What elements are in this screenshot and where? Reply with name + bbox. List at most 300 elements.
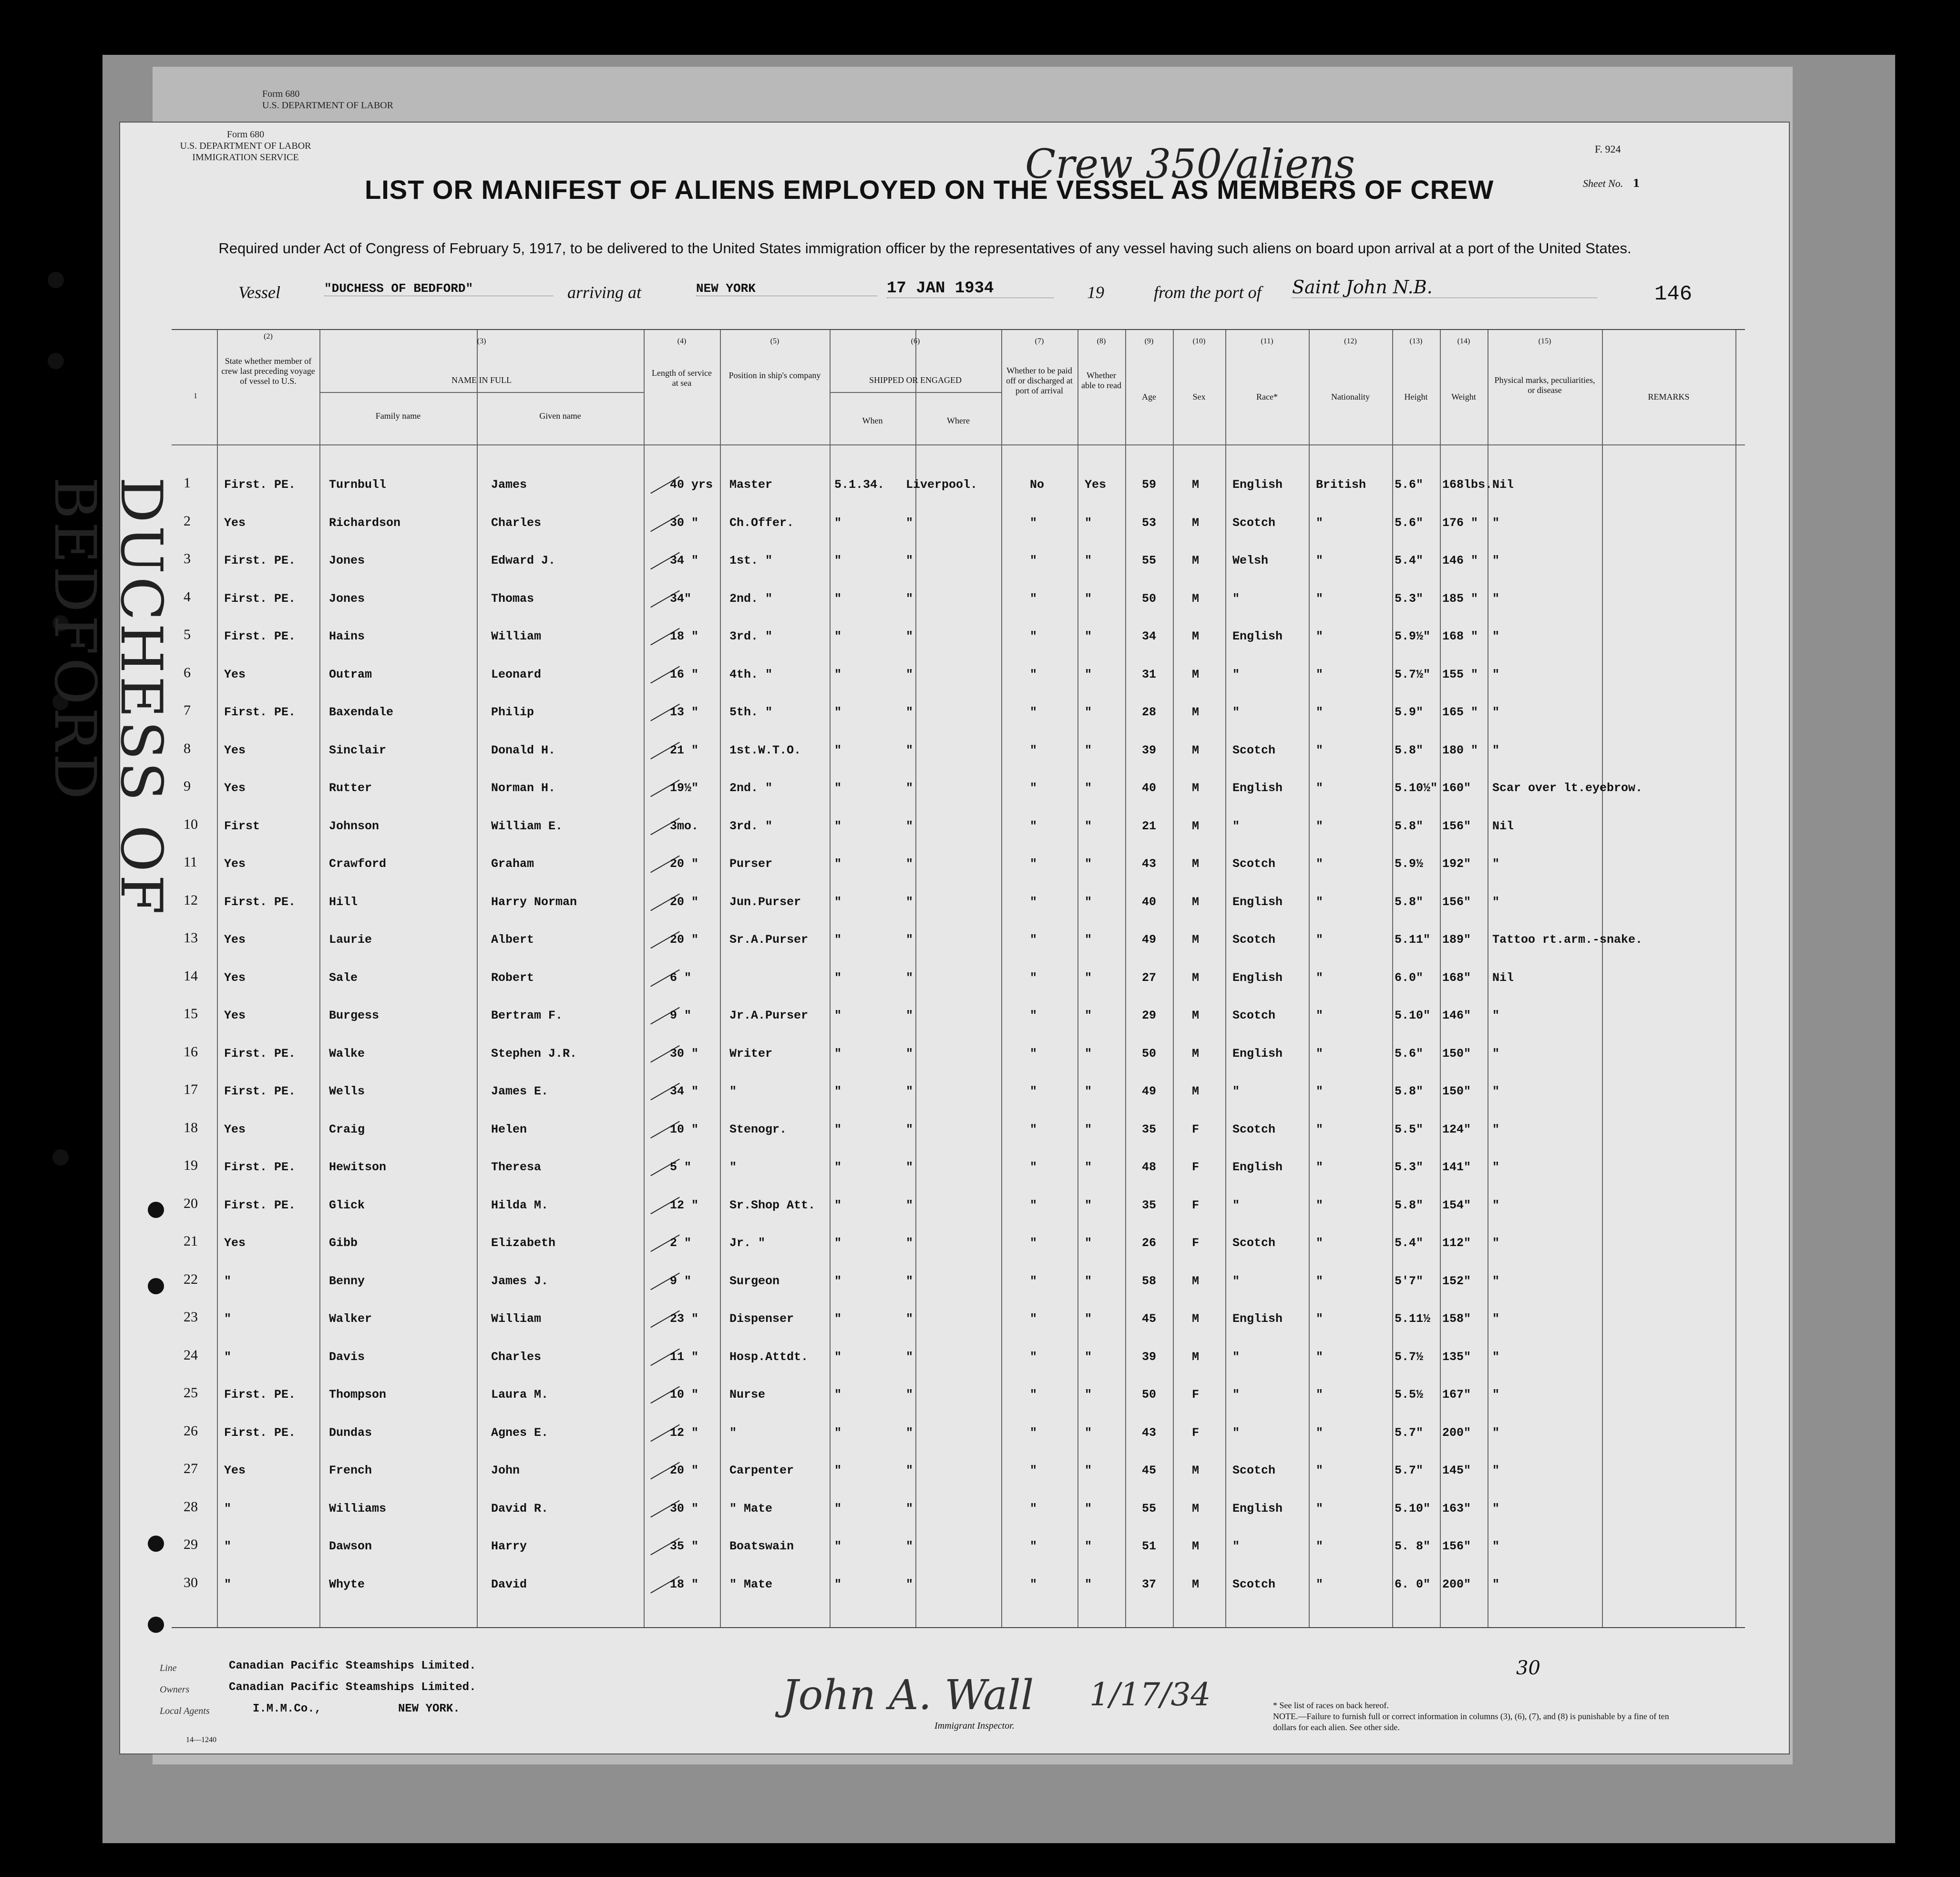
- cell-prev-voyage: First. PE.: [224, 895, 296, 909]
- col-divider: [720, 330, 721, 1627]
- cell-service-length: 20 ": [670, 1464, 699, 1477]
- cell-position: ": [729, 1160, 737, 1174]
- cell-shipped-where: ": [906, 1084, 913, 1098]
- cell-sex: F: [1192, 1236, 1200, 1250]
- cell-able-to-read: ": [1085, 1539, 1092, 1553]
- cell-prev-voyage: Yes: [224, 857, 246, 871]
- cell-position: Carpenter: [729, 1464, 794, 1477]
- arriving-label: arriving at: [567, 283, 642, 302]
- cell-age: 43: [1142, 857, 1157, 871]
- cell-shipped-where: ": [906, 1046, 913, 1061]
- cell-prev-voyage: First. PE.: [224, 1160, 296, 1174]
- col-divider: [1173, 330, 1174, 1627]
- cell-nationality: ": [1316, 1350, 1324, 1364]
- cell-age: 55: [1142, 554, 1157, 567]
- cell-given-name: Edward J.: [491, 554, 556, 567]
- cell-sex: M: [1192, 591, 1200, 606]
- cell-sex: M: [1192, 933, 1200, 947]
- cell-nationality: ": [1316, 1198, 1324, 1212]
- cell-able-to-read: ": [1085, 781, 1092, 795]
- cell-able-to-read: ": [1085, 516, 1092, 530]
- cell-prev-voyage: ": [224, 1312, 232, 1326]
- cell-physical-marks: ": [1492, 895, 1500, 909]
- cell-shipped-when: ": [834, 970, 842, 985]
- cell-physical-marks: ": [1492, 1046, 1500, 1061]
- cell-given-name: Stephen J.R.: [491, 1046, 577, 1061]
- cell-shipped-when: ": [834, 1464, 842, 1477]
- year-label: 19: [1087, 283, 1104, 302]
- cell-sex: M: [1192, 478, 1200, 492]
- cell-physical-marks: Scar over lt.eyebrow.: [1492, 781, 1643, 795]
- cell-family-name: Baxendale: [329, 705, 394, 719]
- vessel-name: "DUCHESS OF BEDFORD": [324, 281, 553, 296]
- cell-position: Jr.A.Purser: [729, 1009, 809, 1022]
- cell-race: Scotch: [1232, 1577, 1276, 1591]
- cell-age: 40: [1142, 895, 1157, 909]
- cell-prev-voyage: ": [224, 1539, 232, 1553]
- cell-paid-off: ": [1030, 591, 1037, 606]
- cell-nationality: ": [1316, 554, 1324, 567]
- cell-shipped-when: 5.1.34.: [834, 478, 885, 492]
- cell-nationality: ": [1316, 1122, 1324, 1136]
- cell-weight: 165 ": [1442, 705, 1478, 719]
- cell-family-name: Craig: [329, 1122, 365, 1136]
- cell-shipped-where: ": [906, 895, 913, 909]
- cell-given-name: Elizabeth: [491, 1236, 556, 1250]
- cell-nationality: ": [1316, 705, 1324, 719]
- cell-position: 2nd. ": [729, 591, 773, 606]
- cell-race: Scotch: [1232, 1122, 1276, 1136]
- cell-position: Jun.Purser: [729, 895, 801, 909]
- cell-shipped-where: ": [906, 1539, 913, 1553]
- cell-able-to-read: ": [1085, 1312, 1092, 1326]
- cell-race: Scotch: [1232, 743, 1276, 757]
- cell-sex: M: [1192, 895, 1200, 909]
- cell-shipped-when: ": [834, 1046, 842, 1061]
- cell-service-length: 30 ": [670, 516, 699, 530]
- cell-shipped-when: ": [834, 554, 842, 567]
- cell-given-name: Agnes E.: [491, 1425, 549, 1440]
- row-number: 15: [184, 1006, 198, 1021]
- cell-position: Nurse: [729, 1388, 766, 1402]
- cell-nationality: ": [1316, 1539, 1324, 1553]
- row-number: 6: [184, 664, 191, 681]
- cell-paid-off: ": [1030, 857, 1037, 871]
- cell-age: 43: [1142, 1425, 1157, 1440]
- cell-race: Scotch: [1232, 933, 1276, 947]
- form-print-number: 14—1240: [186, 1736, 216, 1744]
- cell-position: " Mate: [729, 1577, 773, 1591]
- cell-family-name: Hewitson: [329, 1160, 387, 1174]
- cell-family-name: Thompson: [329, 1388, 387, 1402]
- cell-position: Boatswain: [729, 1539, 794, 1553]
- cell-shipped-where: ": [906, 554, 913, 567]
- col-prev-voyage: State whether member of crew last preceding voyage of vessel to U.S.: [221, 356, 315, 386]
- cell-physical-marks: ": [1492, 1350, 1500, 1364]
- cell-able-to-read: ": [1085, 1577, 1092, 1591]
- cell-shipped-when: ": [834, 1236, 842, 1250]
- cell-given-name: Charles: [491, 1350, 542, 1364]
- cell-prev-voyage: ": [224, 1350, 232, 1364]
- row-number: 4: [184, 588, 191, 605]
- handwritten-crew-count: Crew 350/aliens: [1025, 141, 1355, 187]
- col-remarks: REMARKS: [1648, 392, 1690, 402]
- cell-paid-off: ": [1030, 895, 1037, 909]
- cell-able-to-read: Yes: [1085, 478, 1107, 492]
- cell-given-name: Philip: [491, 705, 534, 719]
- cell-physical-marks: ": [1492, 629, 1500, 643]
- cell-nationality: ": [1316, 591, 1324, 606]
- cell-able-to-read: ": [1085, 705, 1092, 719]
- cell-physical-marks: Nil: [1492, 819, 1514, 833]
- cell-race: Scotch: [1232, 1236, 1276, 1250]
- cell-physical-marks: ": [1492, 1501, 1500, 1516]
- cell-family-name: Hains: [329, 629, 365, 643]
- cell-age: 51: [1142, 1539, 1157, 1553]
- cell-prev-voyage: Yes: [224, 933, 246, 947]
- col-divider: [1602, 330, 1603, 1627]
- cell-family-name: Jones: [329, 554, 365, 567]
- col-divider: [477, 330, 478, 1627]
- cell-prev-voyage: Yes: [224, 1122, 246, 1136]
- col-1-number: 1: [194, 392, 197, 400]
- cell-height: 5.11": [1395, 933, 1431, 947]
- cell-height: 5.11½: [1395, 1312, 1431, 1326]
- handwritten-vessel-name: DUCHESS OF BEDFORD: [41, 477, 174, 918]
- cell-family-name: Laurie: [329, 933, 372, 947]
- cell-service-length: 12 ": [670, 1425, 699, 1440]
- races-note: * See list of races on back hereof.: [1273, 1701, 1389, 1710]
- cell-shipped-where: ": [906, 1009, 913, 1022]
- cell-height: 5'7": [1395, 1274, 1424, 1288]
- cell-service-length: 30 ": [670, 1046, 699, 1061]
- cell-physical-marks: ": [1492, 1464, 1500, 1477]
- agents-city: NEW YORK.: [398, 1702, 460, 1715]
- cell-race: Scotch: [1232, 1009, 1276, 1022]
- cell-family-name: Walker: [329, 1312, 372, 1326]
- cell-height: 5.5½: [1395, 1388, 1424, 1402]
- cell-weight: 156": [1442, 819, 1471, 833]
- cell-sex: F: [1192, 1198, 1200, 1212]
- binder-hole: [148, 1536, 164, 1552]
- cell-shipped-where: ": [906, 1122, 913, 1136]
- cell-nationality: ": [1316, 1464, 1324, 1477]
- vessel-label: Vessel: [238, 283, 280, 302]
- cell-shipped-when: ": [834, 1084, 842, 1098]
- cell-age: 28: [1142, 705, 1157, 719]
- row-number: 29: [184, 1537, 198, 1552]
- col-weight: Weight: [1451, 392, 1476, 402]
- cell-nationality: British: [1316, 478, 1366, 492]
- cell-paid-off: ": [1030, 970, 1037, 985]
- col-divider: [319, 330, 320, 1627]
- cell-nationality: ": [1316, 819, 1324, 833]
- row-number: 14: [184, 968, 198, 984]
- owners-label: Owners: [160, 1684, 190, 1695]
- cell-position: Dispenser: [729, 1312, 794, 1326]
- cell-service-length: 40 yrs: [670, 478, 713, 492]
- cell-shipped-where: ": [906, 1464, 913, 1477]
- cell-position: Purser: [729, 857, 773, 871]
- cell-physical-marks: Nil: [1492, 970, 1514, 985]
- col-divider: [217, 330, 218, 1627]
- cell-physical-marks: ": [1492, 743, 1500, 757]
- cell-sex: M: [1192, 1501, 1200, 1516]
- cell-race: ": [1232, 591, 1240, 606]
- cell-race: English: [1232, 629, 1283, 643]
- cell-shipped-when: ": [834, 667, 842, 681]
- agents-label: Local Agents: [160, 1706, 210, 1716]
- col-divider: [1392, 330, 1393, 1627]
- col-14-number: (14): [1457, 337, 1470, 345]
- col-shipped: SHIPPED OR ENGAGED: [869, 375, 962, 385]
- cell-family-name: Whyte: [329, 1577, 365, 1591]
- cell-prev-voyage: First. PE.: [224, 1084, 296, 1098]
- col-divider: [644, 330, 645, 1627]
- cell-shipped-when: ": [834, 705, 842, 719]
- cell-weight: 163": [1442, 1501, 1471, 1516]
- cell-age: 29: [1142, 1009, 1157, 1022]
- cell-age: 58: [1142, 1274, 1157, 1288]
- cell-weight: 168": [1442, 970, 1471, 985]
- cell-sex: M: [1192, 554, 1200, 567]
- cell-paid-off: ": [1030, 1122, 1037, 1136]
- cell-prev-voyage: Yes: [224, 1464, 246, 1477]
- cell-prev-voyage: First. PE.: [224, 629, 296, 643]
- cell-position: Surgeon: [729, 1274, 780, 1288]
- cell-able-to-read: ": [1085, 1501, 1092, 1516]
- arrival-date: 17 JAN 1934: [887, 279, 1054, 298]
- cell-prev-voyage: ": [224, 1577, 232, 1591]
- cell-race: English: [1232, 1501, 1283, 1516]
- cell-prev-voyage: First. PE.: [224, 591, 296, 606]
- cell-service-length: 16 ": [670, 667, 699, 681]
- cell-shipped-where: ": [906, 857, 913, 871]
- cell-given-name: Albert: [491, 933, 534, 947]
- cell-able-to-read: ": [1085, 1160, 1092, 1174]
- cell-service-length: 18 ": [670, 629, 699, 643]
- row-number: 18: [184, 1119, 198, 1135]
- cell-weight: 180 ": [1442, 743, 1478, 757]
- cell-weight: 155 ": [1442, 667, 1478, 681]
- col-sex: Sex: [1192, 392, 1206, 402]
- cell-service-length: 12 ": [670, 1198, 699, 1212]
- col-where: Where: [947, 416, 970, 425]
- cell-height: 5.7½": [1395, 667, 1431, 681]
- cell-nationality: ": [1316, 1312, 1324, 1326]
- cell-paid-off: ": [1030, 667, 1037, 681]
- cell-physical-marks: ": [1492, 1084, 1500, 1098]
- col-4-number: (4): [677, 337, 687, 345]
- cell-shipped-when: ": [834, 1274, 842, 1288]
- cell-prev-voyage: First: [224, 819, 260, 833]
- cell-given-name: Graham: [491, 857, 534, 871]
- cell-position: Master: [729, 478, 773, 492]
- cell-able-to-read: ": [1085, 970, 1092, 985]
- cell-physical-marks: ": [1492, 1274, 1500, 1288]
- cell-age: 35: [1142, 1122, 1157, 1136]
- cell-physical-marks: ": [1492, 667, 1500, 681]
- footnote: [1273, 1700, 1693, 1733]
- cell-age: 21: [1142, 819, 1157, 833]
- sheet-value: 1: [1632, 177, 1640, 190]
- cell-shipped-when: ": [834, 1122, 842, 1136]
- col-divider: [1001, 330, 1002, 1627]
- cell-able-to-read: ": [1085, 629, 1092, 643]
- cell-nationality: ": [1316, 781, 1324, 795]
- cell-age: 31: [1142, 667, 1157, 681]
- cell-weight: 141": [1442, 1160, 1471, 1174]
- cell-able-to-read: ": [1085, 554, 1092, 567]
- row-number: 8: [184, 740, 191, 756]
- row-number: 17: [184, 1082, 198, 1097]
- col-name-in-full: NAME IN FULL: [452, 375, 512, 385]
- cell-sex: M: [1192, 1274, 1200, 1288]
- cell-race: ": [1232, 1350, 1240, 1364]
- cell-service-length: 10 ": [670, 1122, 699, 1136]
- cell-shipped-where: ": [906, 705, 913, 719]
- cell-given-name: James: [491, 478, 527, 492]
- cell-shipped-where: ": [906, 1236, 913, 1250]
- cell-age: 27: [1142, 970, 1157, 985]
- cell-physical-marks: ": [1492, 516, 1500, 530]
- cell-given-name: James E.: [491, 1084, 549, 1098]
- cell-weight: 189": [1442, 933, 1471, 947]
- cell-height: 5.9": [1395, 705, 1424, 719]
- cell-weight: 185 ": [1442, 591, 1478, 606]
- cell-prev-voyage: First. PE.: [224, 1425, 296, 1440]
- cell-able-to-read: ": [1085, 857, 1092, 871]
- col-5-number: (5): [770, 337, 780, 345]
- cell-nationality: ": [1316, 1274, 1324, 1288]
- cell-shipped-when: ": [834, 1312, 842, 1326]
- col-position: Position in ship's company: [729, 371, 821, 380]
- cell-height: 5.8": [1395, 1198, 1424, 1212]
- cell-given-name: William: [491, 629, 542, 643]
- cell-position: Sr.A.Purser: [729, 933, 809, 947]
- from-port: Saint John N.B.: [1292, 277, 1597, 298]
- cell-shipped-where: ": [906, 591, 913, 606]
- cell-sex: M: [1192, 1046, 1200, 1061]
- cell-sex: M: [1192, 1577, 1200, 1591]
- cell-race: Welsh: [1232, 554, 1269, 567]
- cell-service-length: 19½": [670, 781, 699, 795]
- cell-paid-off: ": [1030, 1350, 1037, 1364]
- row-number: 21: [184, 1233, 198, 1249]
- cell-prev-voyage: Yes: [224, 970, 246, 985]
- col-service-length: Length of service at sea: [652, 368, 712, 388]
- col-divider: [915, 330, 916, 1627]
- cell-weight: 167": [1442, 1388, 1471, 1402]
- cell-height: 5.6": [1395, 516, 1424, 530]
- cell-sex: M: [1192, 1312, 1200, 1326]
- line-value: Canadian Pacific Steamships Limited.: [229, 1660, 476, 1672]
- cell-prev-voyage: Yes: [224, 781, 246, 795]
- cell-shipped-when: ": [834, 1425, 842, 1440]
- cell-race: ": [1232, 1539, 1240, 1553]
- page-title: LIST OR MANIFEST OF ALIENS EMPLOYED ON THE VESSEL AS MEMBERS OF CREW: [365, 175, 1494, 205]
- cell-prev-voyage: First. PE.: [224, 554, 296, 567]
- cell-shipped-when: ": [834, 1539, 842, 1553]
- cell-nationality: ": [1316, 629, 1324, 643]
- cell-age: 50: [1142, 591, 1157, 606]
- cell-height: 5.4": [1395, 1236, 1424, 1250]
- cell-family-name: Rutter: [329, 781, 372, 795]
- cell-shipped-where: ": [906, 1312, 913, 1326]
- cell-physical-marks: ": [1492, 1160, 1500, 1174]
- cell-physical-marks: ": [1492, 1388, 1500, 1402]
- cell-height: 5.3": [1395, 1160, 1424, 1174]
- cell-nationality: ": [1316, 1425, 1324, 1440]
- cell-race: English: [1232, 895, 1283, 909]
- cell-given-name: Harry Norman: [491, 895, 577, 909]
- cell-physical-marks: ": [1492, 1236, 1500, 1250]
- cell-weight: 156": [1442, 1539, 1471, 1553]
- cell-race: ": [1232, 1084, 1240, 1098]
- cell-age: 50: [1142, 1046, 1157, 1061]
- cell-position: Writer: [729, 1046, 773, 1061]
- cell-paid-off: ": [1030, 819, 1037, 833]
- cell-weight: 135": [1442, 1350, 1471, 1364]
- cell-able-to-read: ": [1085, 1464, 1092, 1477]
- cell-height: 5.7": [1395, 1464, 1424, 1477]
- col-nationality: Nationality: [1331, 392, 1370, 402]
- cell-family-name: Johnson: [329, 819, 380, 833]
- cell-sex: M: [1192, 516, 1200, 530]
- cell-paid-off: ": [1030, 1009, 1037, 1022]
- cell-able-to-read: ": [1085, 1009, 1092, 1022]
- sheet-label: Sheet No.: [1583, 177, 1623, 189]
- cell-paid-off: ": [1030, 1388, 1037, 1402]
- cell-sex: M: [1192, 781, 1200, 795]
- cell-sex: M: [1192, 819, 1200, 833]
- cell-family-name: Outram: [329, 667, 372, 681]
- cell-age: 35: [1142, 1198, 1157, 1212]
- cell-paid-off: ": [1030, 1236, 1037, 1250]
- cell-weight: 176 ": [1442, 516, 1478, 530]
- manifest-table: [172, 329, 1745, 1628]
- back-form-dept: U.S. DEPARTMENT OF LABOR: [262, 100, 393, 111]
- cell-race: Scotch: [1232, 857, 1276, 871]
- cell-family-name: Glick: [329, 1198, 365, 1212]
- cell-given-name: James J.: [491, 1274, 549, 1288]
- cell-weight: 124": [1442, 1122, 1471, 1136]
- cell-height: 6.0": [1395, 970, 1424, 985]
- cell-height: 5.8": [1395, 1084, 1424, 1098]
- cell-prev-voyage: First. PE.: [224, 705, 296, 719]
- cell-shipped-where: ": [906, 743, 913, 757]
- cell-service-length: 20 ": [670, 857, 699, 871]
- row-number: 9: [184, 778, 191, 794]
- cell-shipped-where: ": [906, 1160, 913, 1174]
- cell-shipped-when: ": [834, 1388, 842, 1402]
- row-number: 7: [184, 702, 191, 718]
- cell-service-length: 2 ": [670, 1236, 692, 1250]
- cell-sex: M: [1192, 667, 1200, 681]
- col-family-name: Family name: [375, 411, 421, 421]
- cell-paid-off: ": [1030, 743, 1037, 757]
- cell-paid-off: No: [1030, 478, 1045, 492]
- cell-position: 3rd. ": [729, 819, 773, 833]
- row-number: 20: [184, 1195, 198, 1211]
- cell-service-length: 21 ": [670, 743, 699, 757]
- cell-service-length: 5 ": [670, 1160, 692, 1174]
- cell-race: ": [1232, 1274, 1240, 1288]
- cell-height: 5.8": [1395, 743, 1424, 757]
- cell-age: 53: [1142, 516, 1157, 530]
- cell-physical-marks: ": [1492, 857, 1500, 871]
- cell-service-length: 34 ": [670, 1084, 699, 1098]
